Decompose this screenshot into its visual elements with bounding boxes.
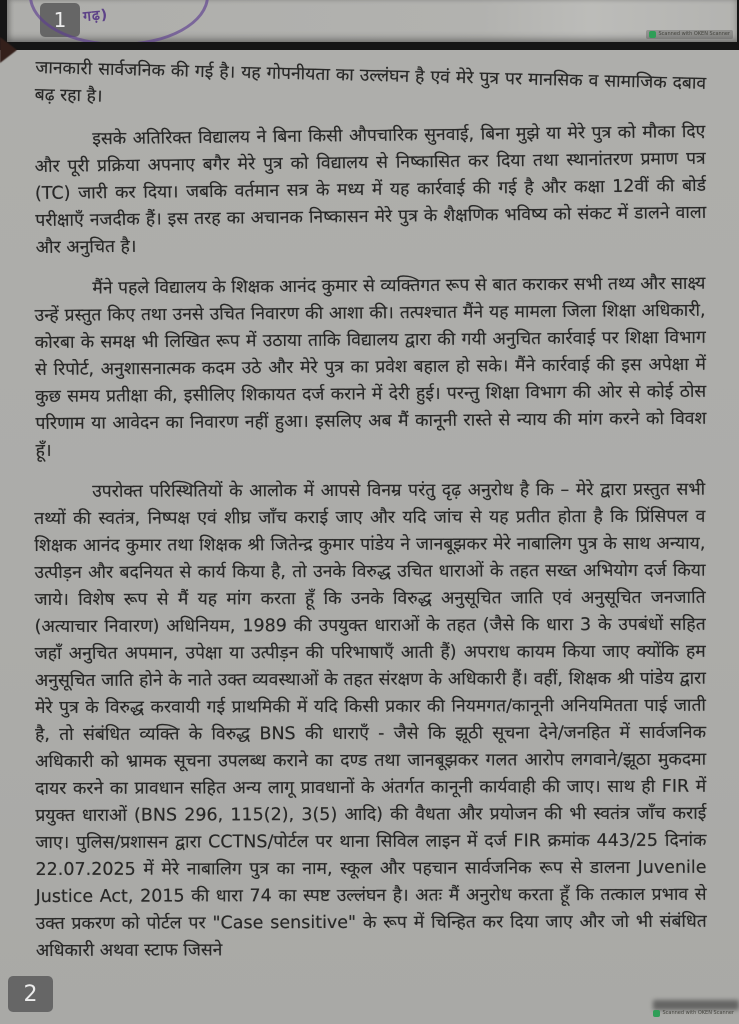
page-2-paper — [0, 50, 739, 1024]
page-2-number-badge: 2 — [8, 976, 53, 1012]
scanner-watermark-text: Scanned with OKEN Scanner — [662, 1010, 734, 1016]
stamp-text-fragment: गढ़) — [82, 6, 109, 26]
scanner-watermark-top — [646, 30, 733, 39]
oken-scanner-icon — [653, 1010, 660, 1017]
page-1-number-badge: 1 — [40, 3, 80, 37]
paragraph-expulsion-complaint: इसके अतिरिक्त विद्यालय ने बिना किसी औपचारिक सुनवाई, बिना मुझे या मेरे पुत्र को मौका दिए और पूरी प्रक्रिया अपनाए बगैर मेरे पुत्र को विद्यालय से निष्कासित कर दिया तथा स्थानांतरण प्रमाण पत्र (TC) जारी कर दिया। जबकि वर्तमान सत्र के मध्य में यह कार्रवाई की गई है और कक्षा 12वीं की बोर्ड परीक्षाएँ नजदीक हैं। इस तरह का अचानक निष्कासन मेरे पुत्र के शैक्षणिक भविष्य को संकट में डालने वाला और अनुचित है। — [34, 121, 707, 258]
document-body-text — [35, 55, 706, 979]
scanner-watermark-text: Scanned with OKEN Scanner — [658, 31, 730, 37]
oken-scanner-icon — [649, 31, 656, 38]
page-1-bottom-edge — [7, 0, 737, 42]
paragraph-prior-complaints: मैंने पहले विद्यालय के शिक्षक आनंद कुमार से व्यक्तिगत रूप से बात कराकर सभी तथ्य और साक्ष्य उन्हें प्रस्तुत किए तथा उनसे उचित निवारण की आशा की। तत्पश्चात मैंने यह मामला जिला शिक्षा अधिकारी, कोरबा के समक्ष भी लिखित रूप में उठाया ताकि विद्यालय द्वारा की गयी अनुचित कार्रवाई पर शिक्षा विभाग से रिपोर्ट, अनुशासनात्मक कदम उठे और मेरे पुत्र का प्रवेश बहाल हो सके। मैंने कार्रवाई की इस अपेक्षा में कुछ समय प्रतीक्षा की, इसीलिए शिकायत दर्ज कराने में देरी हुई। परन्तु शिक्षा विभाग की ओर से कोई ठोस परिणाम या आवेदन का निवारण नहीं हुआ। इसलिए अब मैं कानूनी रास्ते से न्याय की मांग करने को विवश हूँ। — [34, 273, 707, 461]
paragraph-continuation: जानकारी सार्वजनिक की गई है। यह गोपनीयता का उल्लंघन है एवं मेरे पुत्र पर मानसिक व सामाजिक दबाव बढ़ रहा है। — [34, 58, 707, 107]
page-corner-fold-triangle — [0, 37, 17, 63]
paragraph-legal-demands: उपरोक्त परिस्थितियों के आलोक में आपसे विनम्र परंतु दृढ़ अनुरोध है कि – मेरे द्वारा प्रस्तुत सभी तथ्यों की स्वतंत्र, निष्पक्ष एवं शीघ्र जाँच कराई जाए और यदि जांच से यह प्रतीत होता है कि प्रिंसिपल व शिक्षक आनंद कुमार तथा शिक्षक श्री जितेन्द्र कुमार पांडेय ने जानबूझकर मेरे नाबालिग पुत्र के साथ अन्याय, उत्पीड़न और बदनियत से कार्य किया है, तो उनके विरुद्ध उचित धाराओं के तहत सख्त अभियोग दर्ज किया जाये। विशेष रूप से मैं यह मांग करता हूँ कि उनके विरुद्ध अनुसूचित जाति एवं अनुसूचित जनजाति (अत्याचार निवारण) अधिनियम, 1989 की उपयुक्त धाराओं के तहत (जैसे कि धारा 3 के उपबंधों सहित जहाँ अनुचित अपमान, उपेक्षा या उत्पीड़न की परिभाषाएँ आती हैं) अपराध कायम किया जाए क्योंकि हम अनुसूचित जाति होने के नाते उक्त व्यवस्थाओं के तहत संरक्षण के अधिकारी हैं। वहीं, शिक्षक श्री पांडेय द्वारा मेरे पुत्र के विरुद्ध करवायी गई प्राथमिकी में यदि किसी प्रकार की नियमगत/कानूनी अनियमितता पाई जाती है, तो संबंधित व्यक्ति के विरुद्ध BNS की धाराएँ - जैसे कि झूठी सूचना देने/जनहित में सार्वजनिक अधिकारी को भ्रामक सूचना उपलब्ध कराने का दण्ड तथा जानबूझकर गलत आरोप लगवाने/झूठा मुकदमा दायर करने का प्रावधान सहित अन्य लागू प्रावधानों के अंतर्गत कानूनी कार्यवाही की जाए। साथ ही FIR में प्रयुक्त धाराओं (BNS 296, 115(2), 3(5) आदि) की वैधता और प्रयोजन की भी स्वतंत्र जाँच कराई जाए। पुलिस/प्रशासन द्वारा CCTNS/पोर्टल पर थाना सिविल लाइन में दर्ज FIR क्रमांक 443/25 दिनांक 22.07.2025 में मेरे नाबालिग पुत्र का नाम, स्कूल और पहचान सार्वजनिक रूप से डालना Juvenile Justice Act, 2015 की धारा 74 का स्पष्ट उल्लंघन है। अतः मैं अनुरोध करता हूँ कि तत्काल प्रभाव से उक्त प्रकरण को पोर्टल पर "Case sensitive" के रूप में चिन्हित कर दिया जाए और जो भी संबंधित अधिकारी अथवा स्टाफ जिसने — [34, 479, 707, 961]
scanner-watermark-bottom — [650, 1009, 737, 1018]
